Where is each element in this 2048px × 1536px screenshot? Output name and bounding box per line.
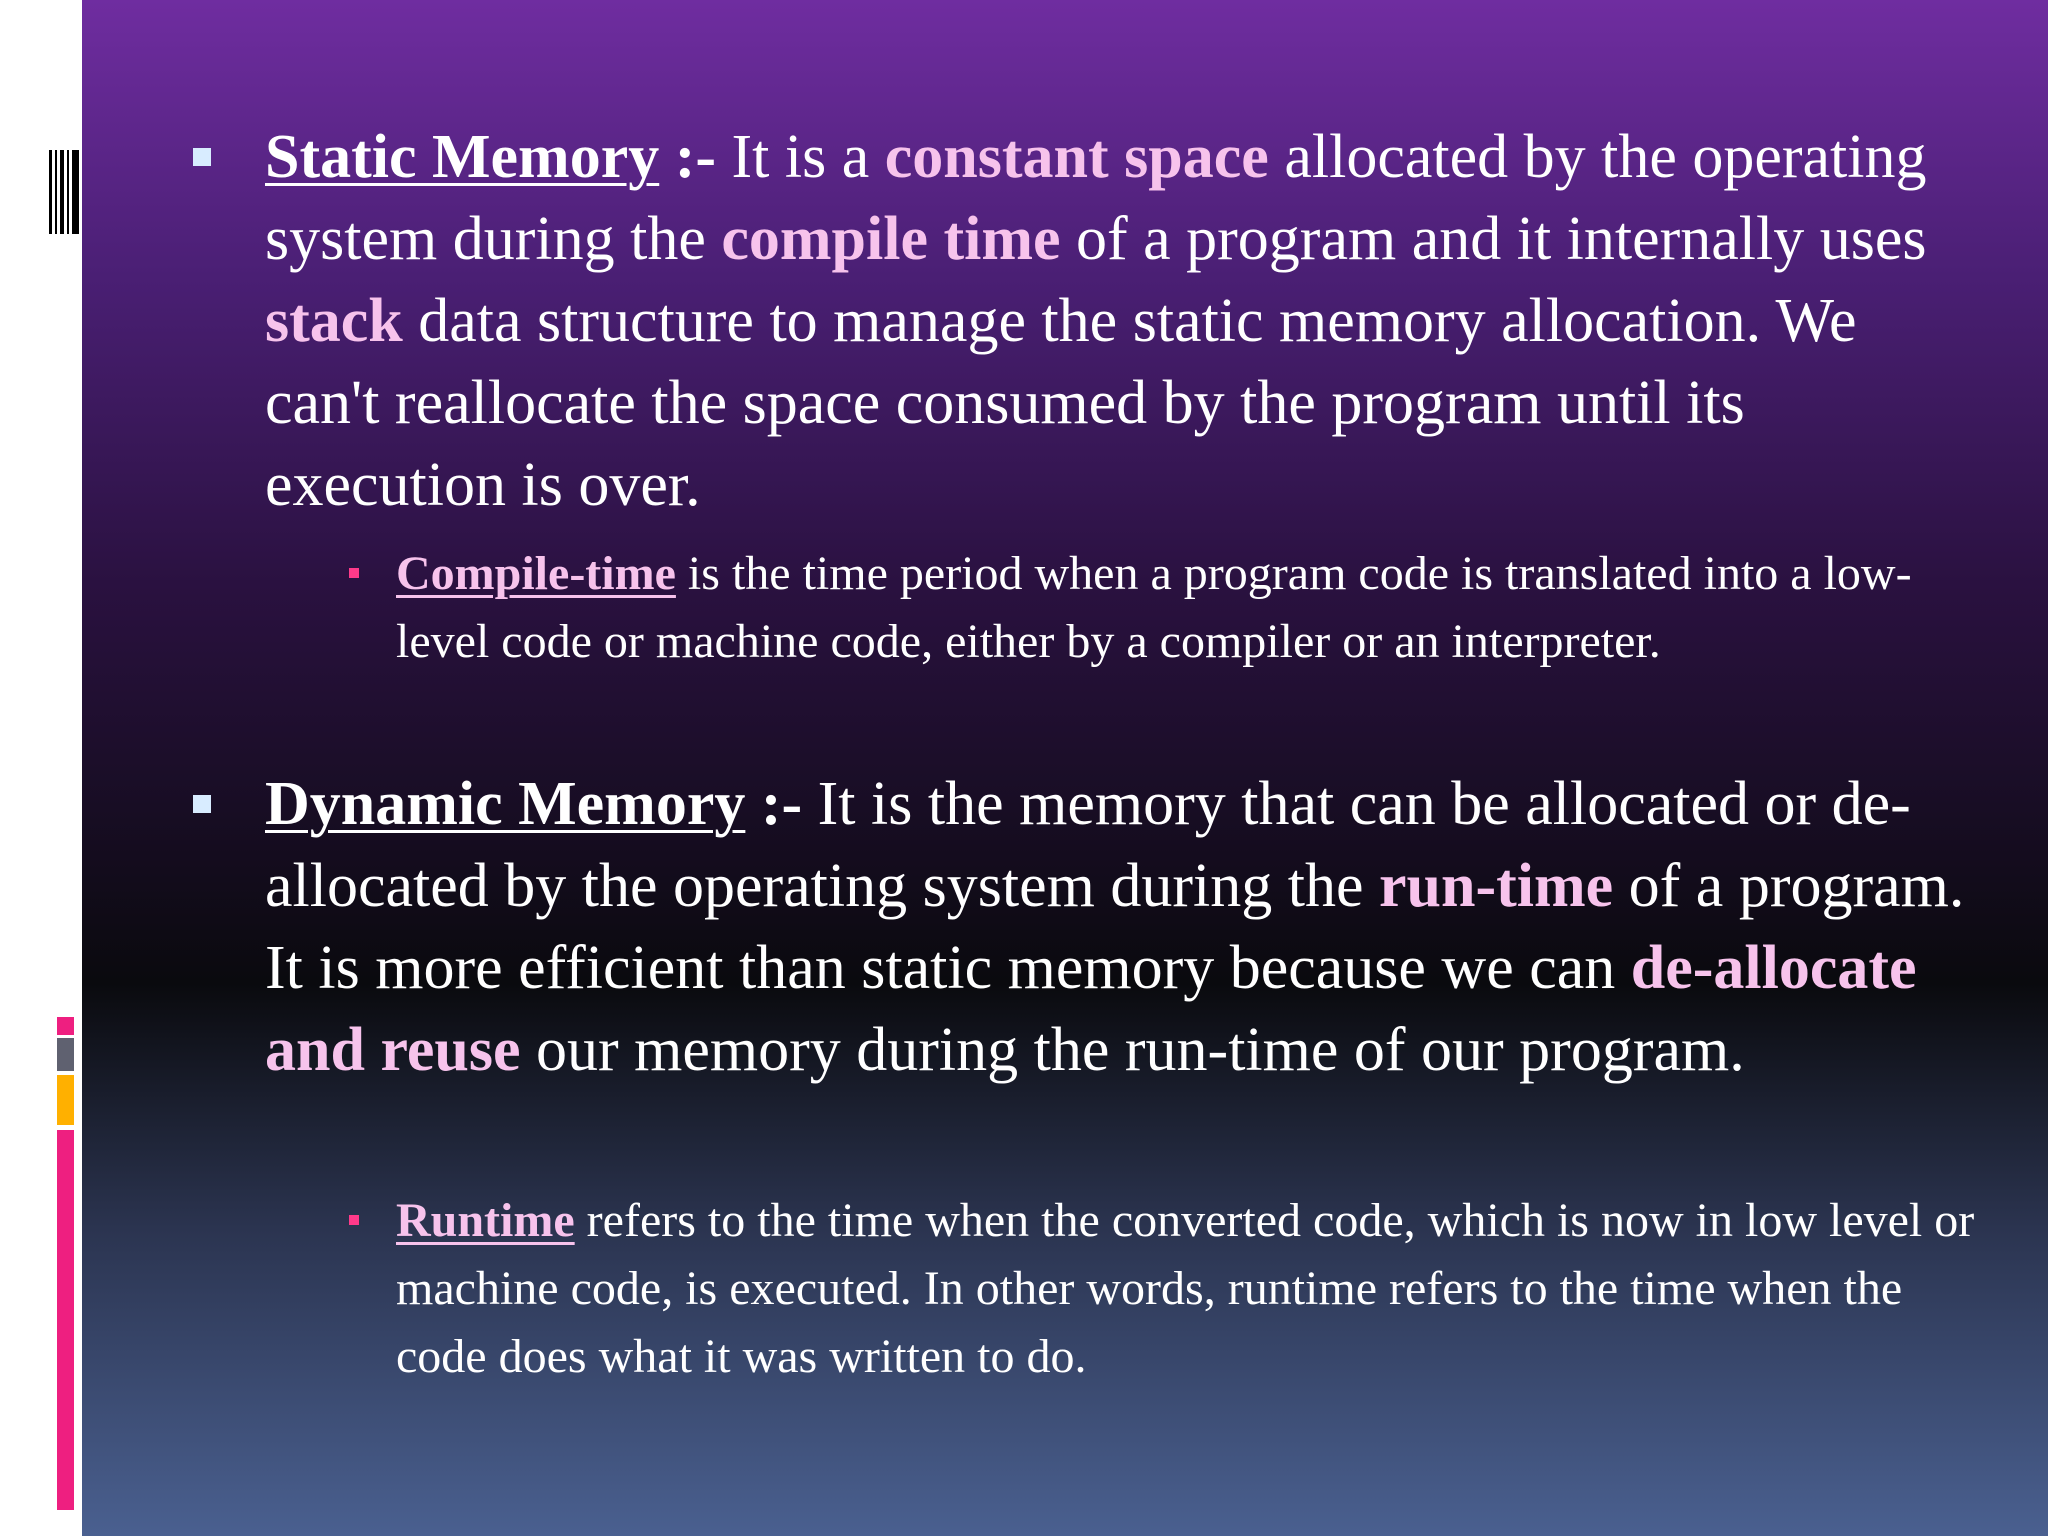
highlight-deallocate-reuse: de-allocate and reuse [265, 934, 1917, 1084]
text: refers to the time when the converted code, which is now in low level or machine code, is executed. In other words, runtime refers to the time when the code does what it was written to do. [396, 1194, 1975, 1383]
separator: :- [745, 770, 803, 838]
text: data structure to manage the static memory allocation. We can't reallocate the space consumed by the program until its execution is over. [265, 287, 1857, 519]
text: our memory during the run-time of our program. [520, 1016, 1745, 1084]
highlight-stack: stack [265, 287, 403, 355]
separator: :- [659, 123, 717, 191]
text: It is a [716, 123, 885, 191]
sub-bullet-runtime [396, 1187, 1996, 1391]
small-square-bullet-icon [349, 1215, 359, 1225]
text: of a program. It is more efficient than static memory because we can [265, 852, 1965, 1002]
small-square-bullet-icon [349, 568, 359, 578]
bullet-dynamic-memory [265, 763, 1985, 1091]
term-static-memory: Static Memory [265, 123, 660, 191]
square-bullet-icon [193, 795, 211, 813]
text: allocated by the operating system during the [265, 123, 1927, 273]
term-runtime: Runtime [396, 1194, 575, 1247]
square-bullet-icon [193, 148, 211, 166]
term-dynamic-memory: Dynamic Memory [265, 770, 746, 838]
text: of a program and it internally uses [1060, 205, 1927, 273]
sub-bullet-compile-time [396, 540, 1996, 676]
highlight-run-time: run-time [1378, 852, 1614, 920]
text: It is the memory that can be allocated or de-allocated by the operating system during the [265, 770, 1911, 920]
bullet-static-memory [265, 116, 1985, 526]
highlight-compile-time: compile time [721, 205, 1061, 273]
term-compile-time: Compile-time [396, 547, 676, 600]
text: is the time period when a program code is translated into a low-level code or machine code, either by a compiler or an interpreter. [396, 547, 1912, 668]
highlight-constant-space: constant space [884, 123, 1269, 191]
